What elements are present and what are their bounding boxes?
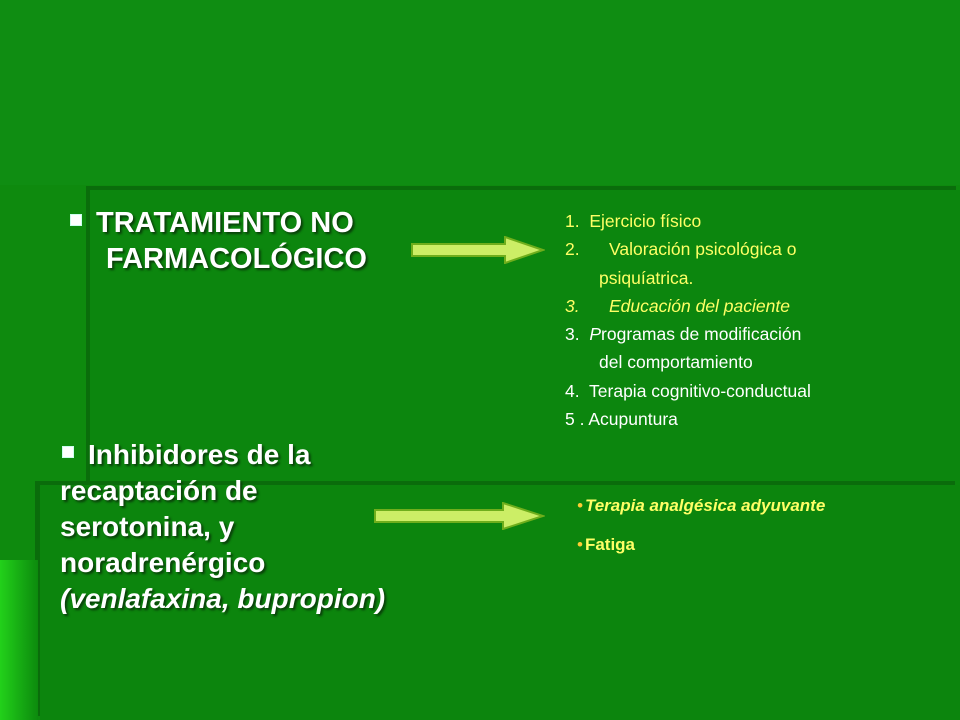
- list-item-continuation: psiquíatrica.: [599, 267, 694, 288]
- list-item: • Fatiga: [577, 535, 636, 554]
- heading-line-2: recaptación de: [60, 475, 258, 506]
- heading-text-line-2: FARMACOLÓGICO: [106, 243, 367, 275]
- list-item: 3. Educación del paciente: [565, 295, 790, 316]
- heading-line-4: noradrenérgico: [60, 547, 266, 578]
- heading-line-5: (venlafaxina, bupropion): [60, 583, 386, 614]
- heading-line-3: serotonina, y: [60, 511, 235, 542]
- left-glow: [0, 560, 38, 720]
- list-item: 3. Programas de modificación: [565, 324, 802, 345]
- list-item: 5 . Acupuntura: [565, 409, 678, 430]
- square-bullet-icon: [62, 446, 74, 458]
- arrow-right-icon: [410, 236, 545, 264]
- heading-line-1: Inhibidores de la: [60, 437, 460, 473]
- heading-line-1: [70, 205, 410, 241]
- top-band: [0, 0, 960, 185]
- square-bullet-icon: [70, 214, 82, 226]
- list-item: 2. Valoración psicológica o: [565, 239, 797, 260]
- list-item-continuation: del comportamiento: [599, 352, 753, 373]
- heading-tratamiento-no-farmacologico: [70, 205, 410, 277]
- list-item: 4. Terapia cognitivo-conductual: [565, 380, 811, 401]
- list-item: 1. Ejercicio físico: [565, 211, 702, 231]
- arrow-right-icon: [373, 502, 545, 530]
- indications-list: [577, 496, 947, 574]
- non-pharmacological-list: [565, 207, 955, 433]
- bullet-icon: •: [577, 496, 583, 515]
- bullet-icon: •: [577, 535, 583, 554]
- heading-text-line-1: TRATAMIENTO NO: [96, 207, 354, 239]
- list-item: • Terapia analgésica adyuvante: [577, 496, 826, 515]
